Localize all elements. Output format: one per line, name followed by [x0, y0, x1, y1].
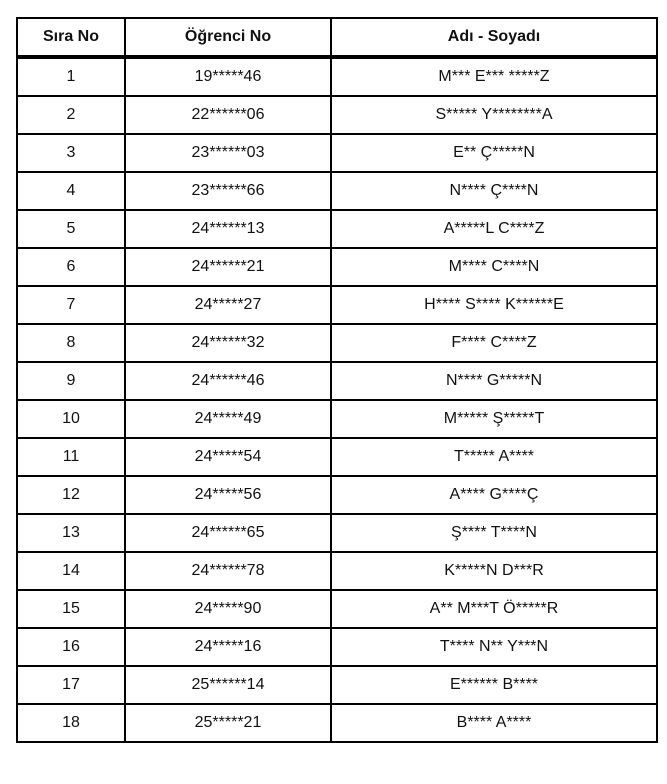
table-row: [17, 248, 657, 286]
table-row: [17, 476, 657, 514]
table-row: [17, 514, 657, 552]
cell-adi-soyadi: A*****L C****Z: [331, 210, 657, 248]
table-row: [17, 324, 657, 362]
cell-ogrenci-no: 25******14: [125, 666, 331, 704]
cell-sira-no: 15: [17, 590, 125, 628]
cell-ogrenci-no: 23******66: [125, 172, 331, 210]
cell-adi-soyadi: M**** C****N: [331, 248, 657, 286]
cell-adi-soyadi: A** M***T Ö*****R: [331, 590, 657, 628]
cell-ogrenci-no: 24*****90: [125, 590, 331, 628]
cell-ogrenci-no: 24*****56: [125, 476, 331, 514]
cell-sira-no: 3: [17, 134, 125, 172]
header-ogrenci-no: Öğrenci No: [125, 18, 331, 57]
cell-ogrenci-no: 19*****46: [125, 57, 331, 96]
cell-adi-soyadi: Ş**** T****N: [331, 514, 657, 552]
cell-adi-soyadi: E** Ç*****N: [331, 134, 657, 172]
student-list-table: [16, 17, 658, 743]
table-row: [17, 628, 657, 666]
cell-sira-no: 12: [17, 476, 125, 514]
cell-adi-soyadi: T**** N** Y***N: [331, 628, 657, 666]
cell-adi-soyadi: H**** S**** K******E: [331, 286, 657, 324]
cell-ogrenci-no: 23******03: [125, 134, 331, 172]
cell-adi-soyadi: A**** G****Ç: [331, 476, 657, 514]
cell-sira-no: 10: [17, 400, 125, 438]
cell-ogrenci-no: 24******21: [125, 248, 331, 286]
table-row: [17, 172, 657, 210]
table-row: [17, 286, 657, 324]
table-row: [17, 552, 657, 590]
table-row: [17, 96, 657, 134]
table-row: [17, 704, 657, 742]
cell-sira-no: 11: [17, 438, 125, 476]
cell-adi-soyadi: M***** Ş*****T: [331, 400, 657, 438]
header-row: [17, 18, 657, 57]
cell-ogrenci-no: 24******32: [125, 324, 331, 362]
cell-adi-soyadi: N**** Ç****N: [331, 172, 657, 210]
cell-sira-no: 13: [17, 514, 125, 552]
table-row: [17, 210, 657, 248]
cell-ogrenci-no: 24******13: [125, 210, 331, 248]
cell-ogrenci-no: 24*****16: [125, 628, 331, 666]
cell-adi-soyadi: K*****N D***R: [331, 552, 657, 590]
cell-adi-soyadi: E****** B****: [331, 666, 657, 704]
cell-adi-soyadi: F**** C****Z: [331, 324, 657, 362]
cell-adi-soyadi: N**** G*****N: [331, 362, 657, 400]
cell-ogrenci-no: 24*****27: [125, 286, 331, 324]
table-row: [17, 438, 657, 476]
table-row: [17, 666, 657, 704]
cell-adi-soyadi: M*** E*** *****Z: [331, 57, 657, 96]
cell-adi-soyadi: S***** Y********A: [331, 96, 657, 134]
cell-sira-no: 4: [17, 172, 125, 210]
table-row: [17, 590, 657, 628]
table-header: [17, 18, 657, 57]
cell-ogrenci-no: 24*****49: [125, 400, 331, 438]
cell-sira-no: 9: [17, 362, 125, 400]
cell-sira-no: 2: [17, 96, 125, 134]
table-row: [17, 400, 657, 438]
cell-adi-soyadi: T***** A****: [331, 438, 657, 476]
cell-adi-soyadi: B**** A****: [331, 704, 657, 742]
cell-sira-no: 18: [17, 704, 125, 742]
cell-ogrenci-no: 24******65: [125, 514, 331, 552]
cell-sira-no: 16: [17, 628, 125, 666]
cell-ogrenci-no: 24*****54: [125, 438, 331, 476]
header-sira-no: Sıra No: [17, 18, 125, 57]
header-adi-soyadi: Adı - Soyadı: [331, 18, 657, 57]
cell-sira-no: 6: [17, 248, 125, 286]
table-row: [17, 57, 657, 96]
cell-sira-no: 5: [17, 210, 125, 248]
cell-ogrenci-no: 22******06: [125, 96, 331, 134]
cell-ogrenci-no: 25*****21: [125, 704, 331, 742]
cell-ogrenci-no: 24******46: [125, 362, 331, 400]
cell-sira-no: 7: [17, 286, 125, 324]
cell-ogrenci-no: 24******78: [125, 552, 331, 590]
cell-sira-no: 14: [17, 552, 125, 590]
table-body: [17, 57, 657, 742]
cell-sira-no: 17: [17, 666, 125, 704]
table-row: [17, 362, 657, 400]
cell-sira-no: 1: [17, 57, 125, 96]
cell-sira-no: 8: [17, 324, 125, 362]
table-row: [17, 134, 657, 172]
